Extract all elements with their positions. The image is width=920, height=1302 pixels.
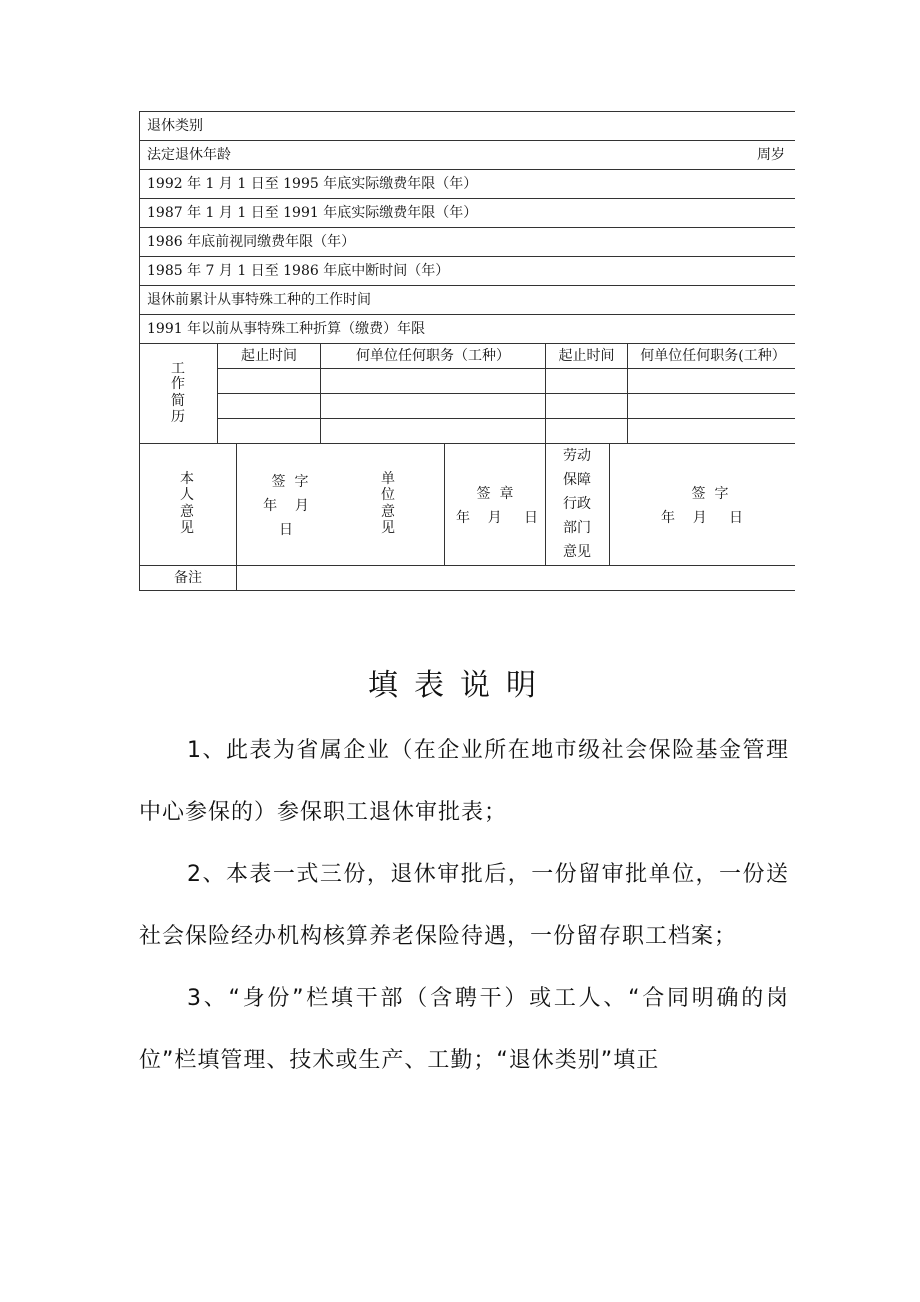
row-label: 1986 年底前视同缴费年限（年） xyxy=(147,234,356,250)
row-label: 退休类别 xyxy=(147,118,203,134)
row-label: 1987 年 1 月 1 日至 1991 年底实际缴费年限（年） xyxy=(147,205,478,221)
instructions-body xyxy=(139,720,789,1092)
divider xyxy=(139,565,795,566)
divider xyxy=(217,418,795,419)
col-header-unit-1: 何单位任何职务（工种） xyxy=(356,348,510,364)
label-char: 本 xyxy=(180,471,194,487)
col-header-time-1: 起止时间 xyxy=(241,348,297,364)
unit-seal: 签 章 xyxy=(476,486,514,502)
self-sign: 签 字 xyxy=(271,474,309,490)
remark-label: 备注 xyxy=(174,570,202,586)
row-retire-age xyxy=(139,140,795,169)
divider xyxy=(139,590,795,591)
row-unit: 周岁 xyxy=(757,147,785,163)
label-line: 劳动 xyxy=(563,448,591,464)
table-left-border xyxy=(139,111,140,590)
row-label: 1991 年以前从事特殊工种折算（缴费）年限 xyxy=(147,321,426,337)
divider xyxy=(545,443,546,565)
row-special-work-time xyxy=(139,285,795,314)
label-line: 意见 xyxy=(563,544,591,560)
label-char: 见 xyxy=(180,520,194,536)
side-char: 历 xyxy=(171,409,185,425)
divider xyxy=(236,443,237,590)
label-char: 意 xyxy=(381,504,395,520)
col-header-unit-2: 何单位任何职务(工种） xyxy=(640,348,786,364)
label-char: 见 xyxy=(381,520,395,536)
instruction-item: 2、本表一式三份，退休审批后，一份留审批单位，一份送社会保险经办机构核算养老保险待遇，一份留存职工档案； xyxy=(139,862,789,949)
labor-date: 年 月 日 xyxy=(660,510,744,526)
divider xyxy=(444,443,445,565)
instruction-item: 3、“身份”栏填干部（含聘干）或工人、“合同明确的岗位”栏填管理、技术或生产、工勤；“退休类别”填正 xyxy=(139,986,789,1073)
row-1985-1986 xyxy=(139,256,795,285)
label-char: 人 xyxy=(180,487,194,503)
row-1987-1991 xyxy=(139,198,795,227)
side-char: 工 xyxy=(171,361,185,377)
divider xyxy=(217,393,795,394)
label-char: 位 xyxy=(381,487,395,503)
label-line: 行政 xyxy=(563,496,591,512)
self-date-ym: 年 月 xyxy=(263,498,309,514)
label-line: 部门 xyxy=(563,520,591,536)
col-header-time-2: 起止时间 xyxy=(558,348,615,364)
row-1986 xyxy=(139,227,795,256)
side-char: 作 xyxy=(171,376,185,392)
divider xyxy=(609,443,610,565)
row-label: 1992 年 1 月 1 日至 1995 年底实际缴费年限（年） xyxy=(147,176,478,192)
row-1992-1995 xyxy=(139,169,795,198)
row-label: 1985 年 7 月 1 日至 1986 年底中断时间（年） xyxy=(147,263,450,279)
label-char: 单 xyxy=(381,471,395,487)
instruction-item: 1、此表为省属企业（在企业所在地市级社会保险基金管理中心参保的）参保职工退休审批表； xyxy=(139,738,789,825)
divider xyxy=(139,343,795,344)
divider xyxy=(139,443,795,444)
row-label: 退休前累计从事特殊工种的工作时间 xyxy=(147,292,371,308)
label-char: 意 xyxy=(180,504,194,520)
self-date-d: 日 xyxy=(279,522,293,538)
side-char: 简 xyxy=(171,393,185,409)
row-label: 法定退休年龄 xyxy=(147,147,231,163)
labor-sign: 签 字 xyxy=(691,486,729,502)
unit-date: 年 月 日 xyxy=(455,510,539,526)
row-retire-type xyxy=(139,111,795,140)
instructions-title: 填表说明 xyxy=(368,668,552,703)
row-special-work-1991 xyxy=(139,314,795,343)
label-line: 保障 xyxy=(563,472,591,488)
divider xyxy=(217,368,795,369)
